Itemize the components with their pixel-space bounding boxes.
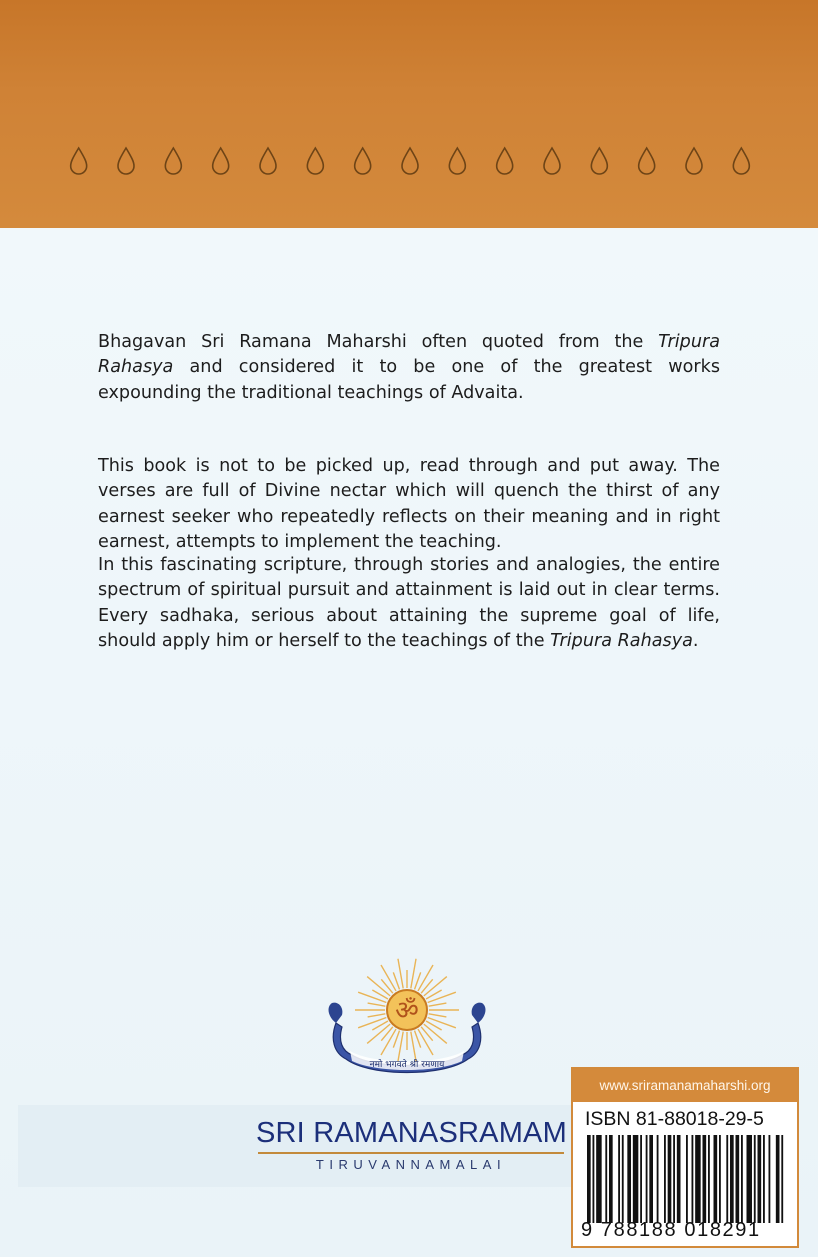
drop-icon xyxy=(213,148,229,174)
drop-icon xyxy=(260,148,276,174)
publisher-divider xyxy=(258,1152,564,1154)
drop-icon xyxy=(544,148,560,174)
cover-top-band xyxy=(0,0,818,228)
book-title-italic: Tripura Rahasya xyxy=(98,331,720,378)
text-run: Bhagavan Sri Ramana Maharshi often quoted from the xyxy=(98,331,659,352)
drop-icon xyxy=(118,148,134,174)
scroll-text: नमो भगवते श्री रमणाय xyxy=(369,1060,445,1070)
drop-icon xyxy=(355,148,371,174)
blurb-paragraph-1 xyxy=(98,330,720,407)
drop-icon xyxy=(307,148,323,174)
text-run: . xyxy=(692,631,699,652)
barcode-icon xyxy=(587,1135,785,1223)
text-run: and considered it to be one of the greatest works expounding the traditional teachings of Advaita. xyxy=(98,357,720,403)
website-label: www.sriramanamaharshi.org xyxy=(573,1069,797,1102)
drop-icon xyxy=(639,148,655,174)
ashram-emblem xyxy=(322,955,492,1105)
isbn-text: ISBN 81-88018-29-5 xyxy=(585,1108,764,1130)
blurb-paragraph-3 xyxy=(98,553,720,655)
publisher-city: TIRUVANNAMALAI xyxy=(315,1157,507,1172)
drop-icon xyxy=(165,148,181,174)
drop-icon xyxy=(686,148,702,174)
text-run: In this fascinating scripture, through stories and analogies, the entire spectrum of spiritual pursuit and attainment is laid out in clear terms. Every sadhaka, serious about attaining the supreme goal of life, should apply him or herself to the teachings of the xyxy=(98,554,720,652)
drop-icon xyxy=(402,148,418,174)
publisher-name: SRI RAMANASRAMAM xyxy=(256,1117,567,1149)
om-symbol: ॐ xyxy=(395,996,419,1026)
drop-icon xyxy=(733,148,749,174)
text-run: This book is not to be picked up, read through and put away. The verses are full of Divine nectar which will quench the thirst of any earnest seeker who repeatedly reflects on their meaning and in right earnest, attempts to implement the teaching. xyxy=(98,455,720,553)
barcode-box xyxy=(571,1067,799,1248)
barcode-digits: 9 788188 018291 xyxy=(581,1219,761,1241)
drop-ornament-row xyxy=(55,140,765,180)
drop-icon xyxy=(497,148,513,174)
drop-icon xyxy=(591,148,607,174)
book-title-italic: Tripura Rahasya xyxy=(550,631,693,652)
blurb-paragraph-2 xyxy=(98,454,720,556)
drop-icon xyxy=(449,148,465,174)
drop-icon xyxy=(71,148,87,174)
